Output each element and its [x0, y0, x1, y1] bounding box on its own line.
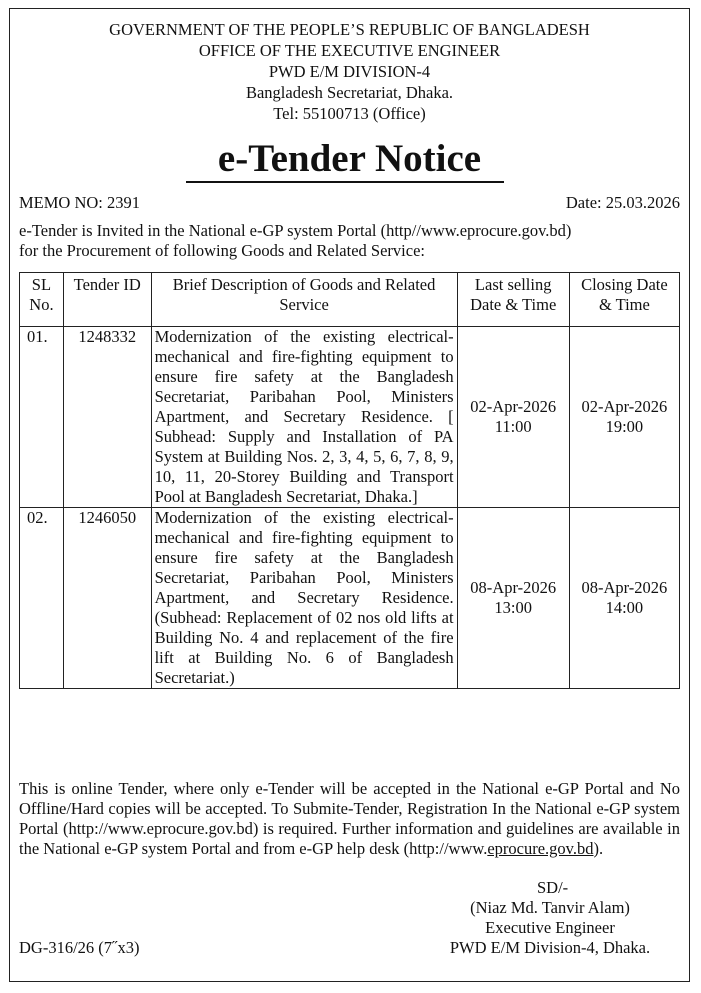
row-sl: 01.: [20, 327, 64, 508]
title-underline: [186, 181, 504, 183]
row-last-selling: [457, 508, 569, 689]
last-selling-date: 08-Apr-2026: [470, 578, 557, 597]
row-sl: 02.: [20, 508, 64, 689]
row-tender-id: 1246050: [63, 508, 151, 689]
intro-line-1: e-Tender is Invited in the National e-GP system Portal (http//www.eprocure.gov.bd): [19, 221, 572, 240]
row-description: Modernization of the existing electrical-mechanical and fire-fighting equipment to ensure fire safety at the Bangladesh Secretariat, Paribahan Pool, Ministers Apartment, and Secretary Residence. [ Subhead: Supply and Installation of PA System at Building Nos. 2, 3, 4, 5, 6, 7, 8, 9, 10, 11, 20-Storey Building and Transport Pool at Bangladesh Secretariat, Dhaka.]: [151, 327, 457, 508]
col-header-sl: SL No.: [20, 273, 64, 327]
eprocure-link[interactable]: eprocure.gov.bd: [487, 839, 594, 858]
signature-office: PWD E/M Division-4, Dhaka.: [449, 938, 651, 957]
tender-table: [19, 272, 680, 689]
table-row: [20, 508, 680, 689]
signature-sd: SD/-: [537, 878, 569, 897]
last-selling-time: 13:00: [494, 598, 532, 617]
header-office: OFFICE OF THE EXECUTIVE ENGINEER: [198, 41, 501, 60]
header-address: Bangladesh Secretariat, Dhaka.: [245, 83, 454, 102]
header-government: GOVERNMENT OF THE PEOPLE’S REPUBLIC OF BANGLADESH: [109, 20, 590, 39]
last-selling-date: 02-Apr-2026: [470, 397, 557, 416]
footer-paragraph: [19, 779, 680, 859]
row-closing: [569, 327, 679, 508]
header-division: PWD E/M DIVISION-4: [268, 62, 431, 81]
table-header-row: [20, 273, 680, 327]
footer-text: This is online Tender, where only e-Tender will be accepted in the National e-GP Portal and No Offline/Hard copies will be accepted. To Submite-Tender, Registration In the National e-GP system Portal (http://www.eprocure.gov.bd) is required. Further information and guidelines are available in the National e-GP system Portal and from e-GP help desk (http://www.: [19, 779, 680, 858]
notice-page: [9, 8, 690, 982]
footer-tail: ).: [593, 839, 604, 858]
dg-reference: DG-316/26 (7˝x3): [19, 938, 140, 957]
closing-date: 08-Apr-2026: [581, 578, 668, 597]
row-description: Modernization of the existing electrical-mechanical and fire-fighting equipment to ensure fire safety at the Bangladesh Secretariat, Paribahan Pool, Ministers Apartment, and Secretary Residence. (Subhead: Replacement of 02 nos old lifts at Building No. 4 and replacement of the fire lift at Building No. 6 of Bangladesh Secretariat.): [151, 508, 457, 689]
page-title: e-Tender Notice: [217, 137, 482, 180]
col-header-description: Brief Description of Goods and Related Service: [151, 273, 457, 327]
closing-date: 02-Apr-2026: [581, 397, 668, 416]
intro-line-2: for the Procurement of following Goods and Related Service:: [19, 241, 425, 260]
table-row: [20, 327, 680, 508]
col-header-closing: Closing Date & Time: [569, 273, 679, 327]
col-header-tender-id: Tender ID: [63, 273, 151, 327]
signature-name: (Niaz Md. Tanvir Alam): [470, 898, 630, 917]
row-closing: [569, 508, 679, 689]
closing-time: 14:00: [605, 598, 644, 617]
memo-number: MEMO NO: 2391: [19, 193, 141, 212]
header-phone: Tel: 55100713 (Office): [273, 104, 426, 123]
row-last-selling: [457, 327, 569, 508]
row-tender-id: 1248332: [63, 327, 151, 508]
notice-date: Date: 25.03.2026: [565, 193, 680, 212]
closing-time: 19:00: [605, 417, 644, 436]
last-selling-time: 11:00: [494, 417, 532, 436]
signature-designation: Executive Engineer: [485, 918, 615, 937]
col-header-last-selling: Last selling Date & Time: [457, 273, 569, 327]
